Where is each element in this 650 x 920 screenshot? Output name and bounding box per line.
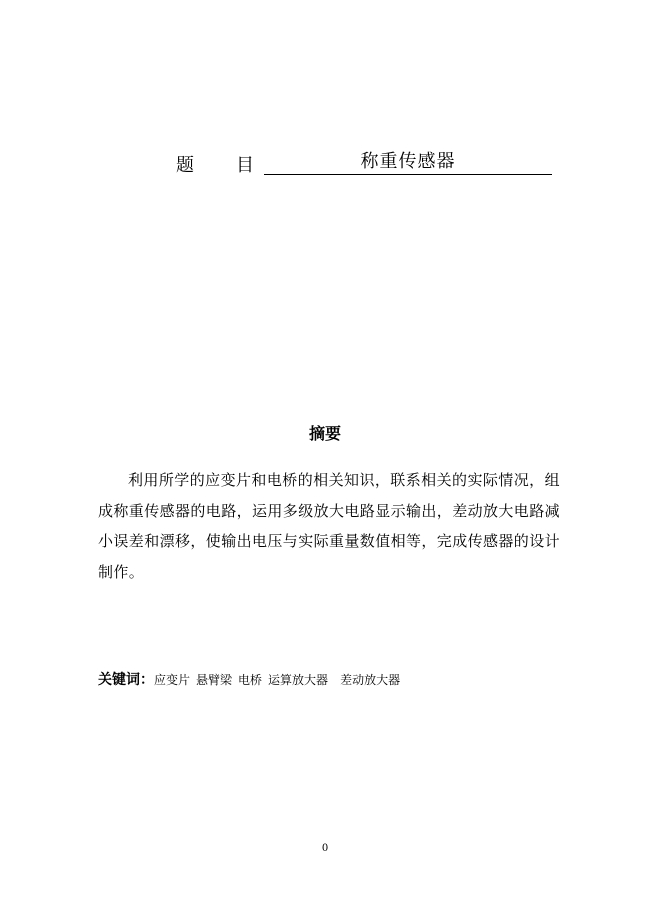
title-label: 题目 <box>176 155 296 176</box>
keyword-item: 运算放大器 <box>268 673 329 687</box>
page-number: 0 <box>321 843 329 854</box>
abstract-body: 利用所学的应变片和电桥的相关知识，联系相关的实际情况，组成称重传感器的电路，运用多级放大电路显示输出，差动放大电路减小误差和漂移，使输出电压与实际重量数值相等，完成传感器的设计制作。 <box>98 471 561 581</box>
keyword-item: 应变片 <box>154 673 191 687</box>
title-value: 称重传感器 <box>264 150 552 175</box>
keyword-item: 悬臂梁 <box>196 673 233 687</box>
keywords-line <box>98 670 568 690</box>
keywords-list <box>154 673 406 687</box>
keywords-label: 关键词： <box>98 672 154 688</box>
keyword-item: 电桥 <box>238 673 263 687</box>
keyword-item: 差动放大器 <box>340 673 401 687</box>
abstract-heading: 摘要 <box>308 424 341 443</box>
